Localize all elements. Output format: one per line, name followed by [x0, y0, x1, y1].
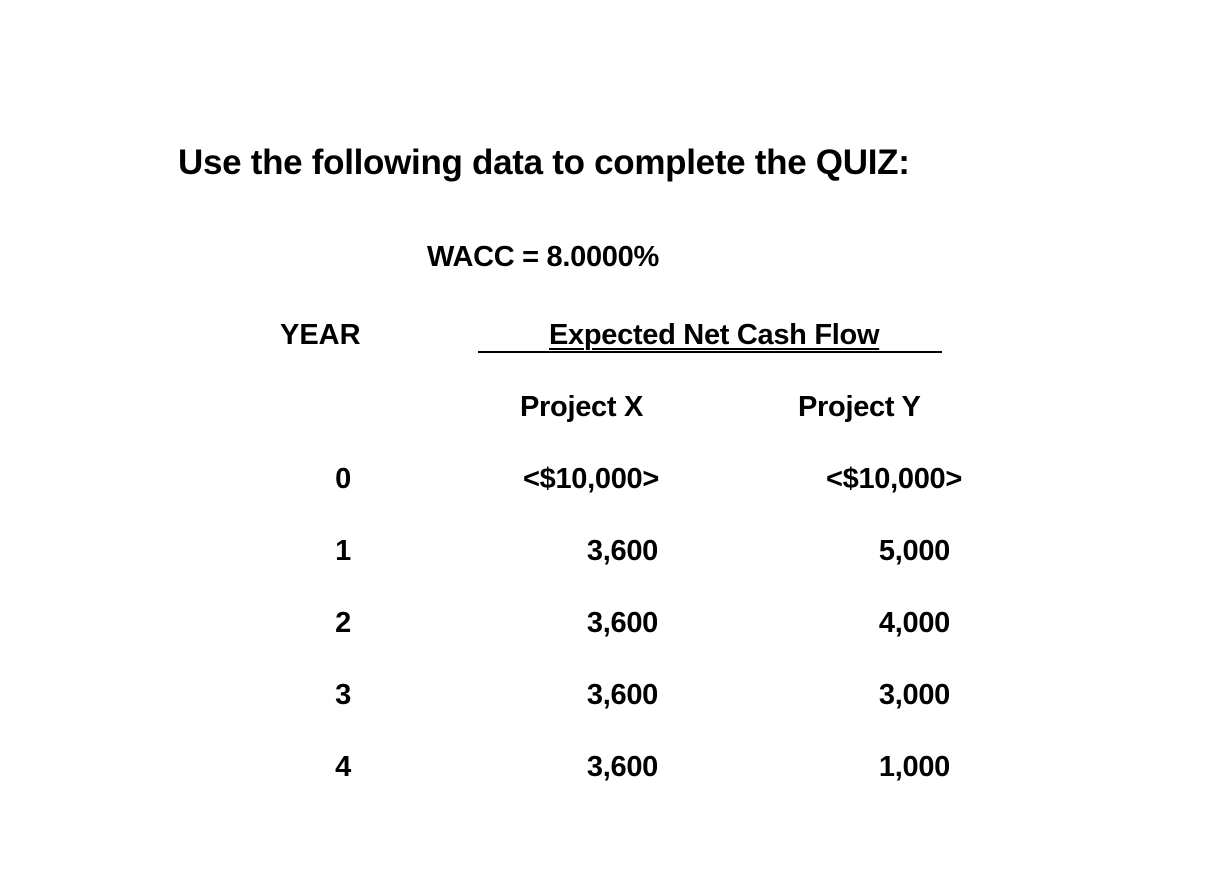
year-column-header: YEAR	[280, 319, 361, 351]
table-row-project-y: 4,000	[878, 607, 950, 639]
project-y-header: Project Y	[798, 391, 921, 423]
table-row-year: 3	[335, 679, 351, 711]
table-row-project-y: 1,000	[878, 751, 950, 783]
table-row-project-y: <$10,000>	[826, 463, 962, 495]
table-row-project-x: 3,600	[586, 535, 658, 567]
table-row-year: 0	[335, 463, 351, 495]
table-row-year: 4	[335, 751, 351, 783]
project-x-header: Project X	[520, 391, 644, 423]
table-row-project-x: 3,600	[586, 607, 658, 639]
table-row-year: 2	[335, 607, 351, 639]
table-row-project-y: 5,000	[878, 535, 950, 567]
cash-flow-header	[478, 319, 942, 355]
table-row-project-y: 3,000	[878, 679, 950, 711]
cash-flow-header-label: Expected Net Cash Flow	[549, 319, 880, 351]
table-row-year: 1	[335, 535, 351, 567]
table-row-project-x: 3,600	[586, 679, 658, 711]
table-row-project-x: <$10,000>	[523, 463, 659, 495]
wacc-label: WACC = 8.0000%	[427, 241, 659, 273]
page-title: Use the following data to complete the QUIZ:	[178, 143, 910, 182]
table-row-project-x: 3,600	[586, 751, 658, 783]
